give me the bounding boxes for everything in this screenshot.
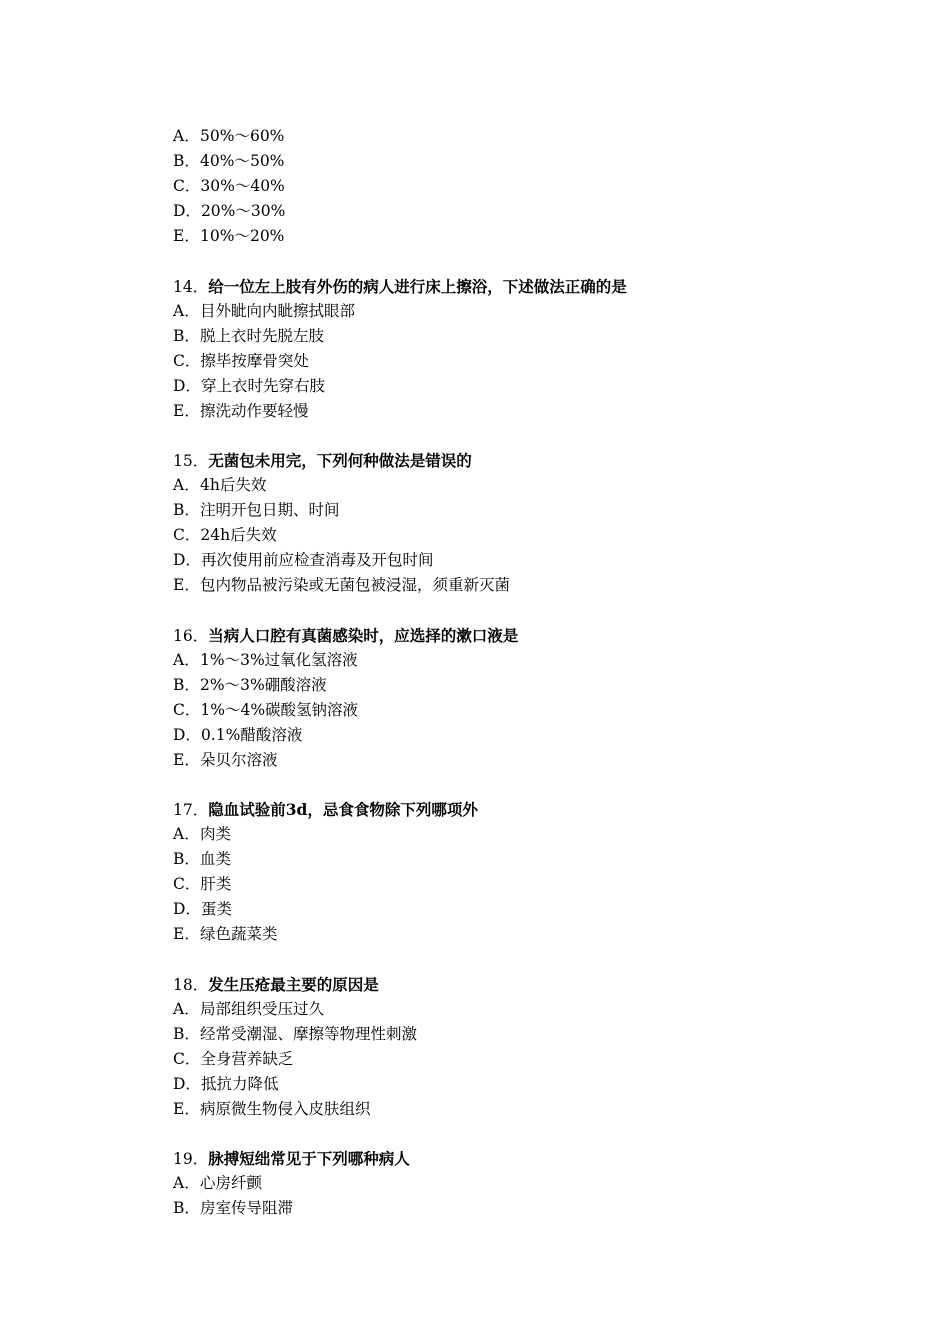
option-letter: D． (173, 725, 201, 744)
question-block-continued (173, 124, 873, 249)
answer-option (173, 748, 873, 773)
option-letter: B． (173, 675, 200, 694)
question-number: 18． (173, 975, 209, 994)
option-text: 肉类 (200, 825, 232, 843)
question-number: 17． (173, 801, 209, 819)
option-text: 穿上衣时先穿右肢 (200, 376, 325, 395)
option-text: 40%～50% (200, 152, 285, 170)
question-block (173, 797, 873, 947)
answer-option (173, 374, 873, 399)
option-text: 注明开包日期、时间 (200, 501, 340, 519)
answer-option (173, 399, 873, 424)
answer-option (173, 224, 873, 249)
option-text: 蛋类 (200, 900, 232, 918)
question-text: 给一位左上肢有外伤的病人进行床上擦浴，下述做法正确的是 (208, 276, 627, 296)
question-title (173, 1146, 873, 1171)
option-text: 心房纤颤 (200, 1174, 263, 1192)
option-text: 抵抗力降低 (200, 1074, 279, 1093)
option-letter: D． (173, 551, 201, 569)
option-text: 包内物品被污染或无菌包被浸湿，须重新灭菌 (200, 576, 511, 594)
option-letter: A． (173, 650, 200, 669)
option-text: 2%～3%硼酸溶液 (200, 675, 327, 694)
question-text: 当病人口腔有真菌感染时，应选择的漱口液是 (208, 625, 519, 645)
option-letter: B． (173, 501, 200, 519)
option-text: 30%～40% (200, 177, 285, 195)
option-letter: A． (173, 825, 200, 843)
answer-option (173, 1047, 873, 1072)
option-text: 目外眦向内眦擦拭眼部 (200, 301, 356, 320)
question-number: 16． (173, 626, 209, 645)
question-title (173, 623, 873, 648)
option-letter: E． (173, 1099, 200, 1118)
option-text: 50%～60% (200, 127, 285, 145)
option-letter: C． (173, 700, 201, 719)
question-block (173, 972, 873, 1122)
answer-option (173, 498, 873, 523)
option-letter: E． (173, 227, 200, 245)
answer-option (173, 723, 873, 748)
option-text: 20%～30% (200, 202, 286, 220)
answer-option (173, 872, 873, 897)
option-text: 10%～20% (200, 227, 285, 245)
option-text: 擦毕按摩骨突处 (200, 351, 309, 370)
answer-option (173, 897, 873, 922)
option-letter: C． (173, 177, 201, 195)
question-block (173, 448, 873, 598)
option-text: 绿色蔬菜类 (200, 925, 278, 943)
answer-option (173, 1072, 873, 1097)
option-letter: C． (173, 1049, 201, 1068)
option-letter: C． (173, 351, 201, 370)
answer-option (173, 698, 873, 723)
option-text: 脱上衣时先脱左肢 (200, 326, 325, 345)
answer-option (173, 1022, 873, 1047)
answer-option (173, 1196, 873, 1221)
question-text: 脉搏短绌常见于下列哪种病人 (208, 1149, 410, 1168)
answer-option (173, 124, 873, 149)
document-page (173, 124, 873, 1246)
option-letter: B． (173, 152, 200, 170)
answer-option (173, 822, 873, 847)
answer-option (173, 922, 873, 947)
option-letter: E． (173, 401, 200, 420)
answer-option (173, 847, 873, 872)
option-letter: B． (173, 1199, 200, 1217)
question-title (173, 972, 873, 997)
option-letter: B． (173, 1024, 200, 1043)
answer-option (173, 1097, 873, 1122)
option-letter: B． (173, 326, 200, 345)
answer-option (173, 199, 873, 224)
option-text: 再次使用前应检查消毒及开包时间 (200, 551, 434, 569)
question-text: 无菌包未用完，下列何种做法是错误的 (208, 451, 472, 470)
option-letter: A． (173, 476, 200, 494)
answer-option (173, 573, 873, 598)
option-text: 1%～3%过氧化氢溶液 (200, 650, 358, 669)
option-text: 1%～4%碳酸氢钠溶液 (200, 700, 359, 719)
option-text: 全身营养缺乏 (200, 1049, 294, 1068)
option-text: 房室传导阻滞 (200, 1199, 294, 1217)
option-text: 经常受潮湿、摩擦等物理性刺激 (200, 1024, 418, 1043)
question-number: 19． (173, 1150, 209, 1168)
option-letter: D． (173, 376, 201, 395)
answer-option (173, 324, 873, 349)
question-title (173, 274, 873, 299)
option-letter: B． (173, 850, 200, 868)
option-text: 4h后失效 (200, 476, 267, 494)
option-letter: D． (173, 202, 201, 220)
question-number: 14． (173, 277, 209, 296)
answer-option (173, 673, 873, 698)
answer-option (173, 548, 873, 573)
question-title (173, 448, 873, 473)
answer-option (173, 997, 873, 1022)
answer-option (173, 299, 873, 324)
question-number: 15． (173, 452, 209, 470)
question-title (173, 797, 873, 822)
answer-option (173, 174, 873, 199)
question-text: 隐血试验前3d，忌食食物除下列哪项外 (208, 800, 478, 819)
option-letter: E． (173, 750, 200, 769)
option-text: 血类 (200, 850, 232, 868)
option-text: 朵贝尔溶液 (200, 750, 278, 769)
answer-option (173, 349, 873, 374)
question-block (173, 1146, 873, 1221)
option-text: 擦洗动作要轻慢 (200, 401, 309, 420)
option-letter: C． (173, 875, 201, 893)
option-text: 0.1%醋酸溶液 (200, 725, 303, 744)
option-letter: E． (173, 925, 200, 943)
answer-option (173, 523, 873, 548)
option-letter: E． (173, 576, 200, 594)
option-text: 局部组织受压过久 (200, 999, 325, 1018)
option-letter: C． (173, 526, 201, 544)
question-block (173, 274, 873, 424)
option-text: 病原微生物侵入皮肤组织 (200, 1099, 371, 1118)
question-block (173, 623, 873, 773)
option-text: 24h后失效 (200, 526, 277, 544)
option-letter: A． (173, 999, 200, 1018)
question-text: 发生压疮最主要的原因是 (208, 974, 379, 994)
option-letter: D． (173, 900, 201, 918)
answer-option (173, 648, 873, 673)
answer-option (173, 149, 873, 174)
option-letter: A． (173, 1174, 200, 1192)
option-letter: A． (173, 301, 200, 320)
option-letter: A． (173, 127, 200, 145)
option-letter: D． (173, 1074, 201, 1093)
answer-option (173, 1171, 873, 1196)
answer-option (173, 473, 873, 498)
option-text: 肝类 (200, 875, 232, 893)
